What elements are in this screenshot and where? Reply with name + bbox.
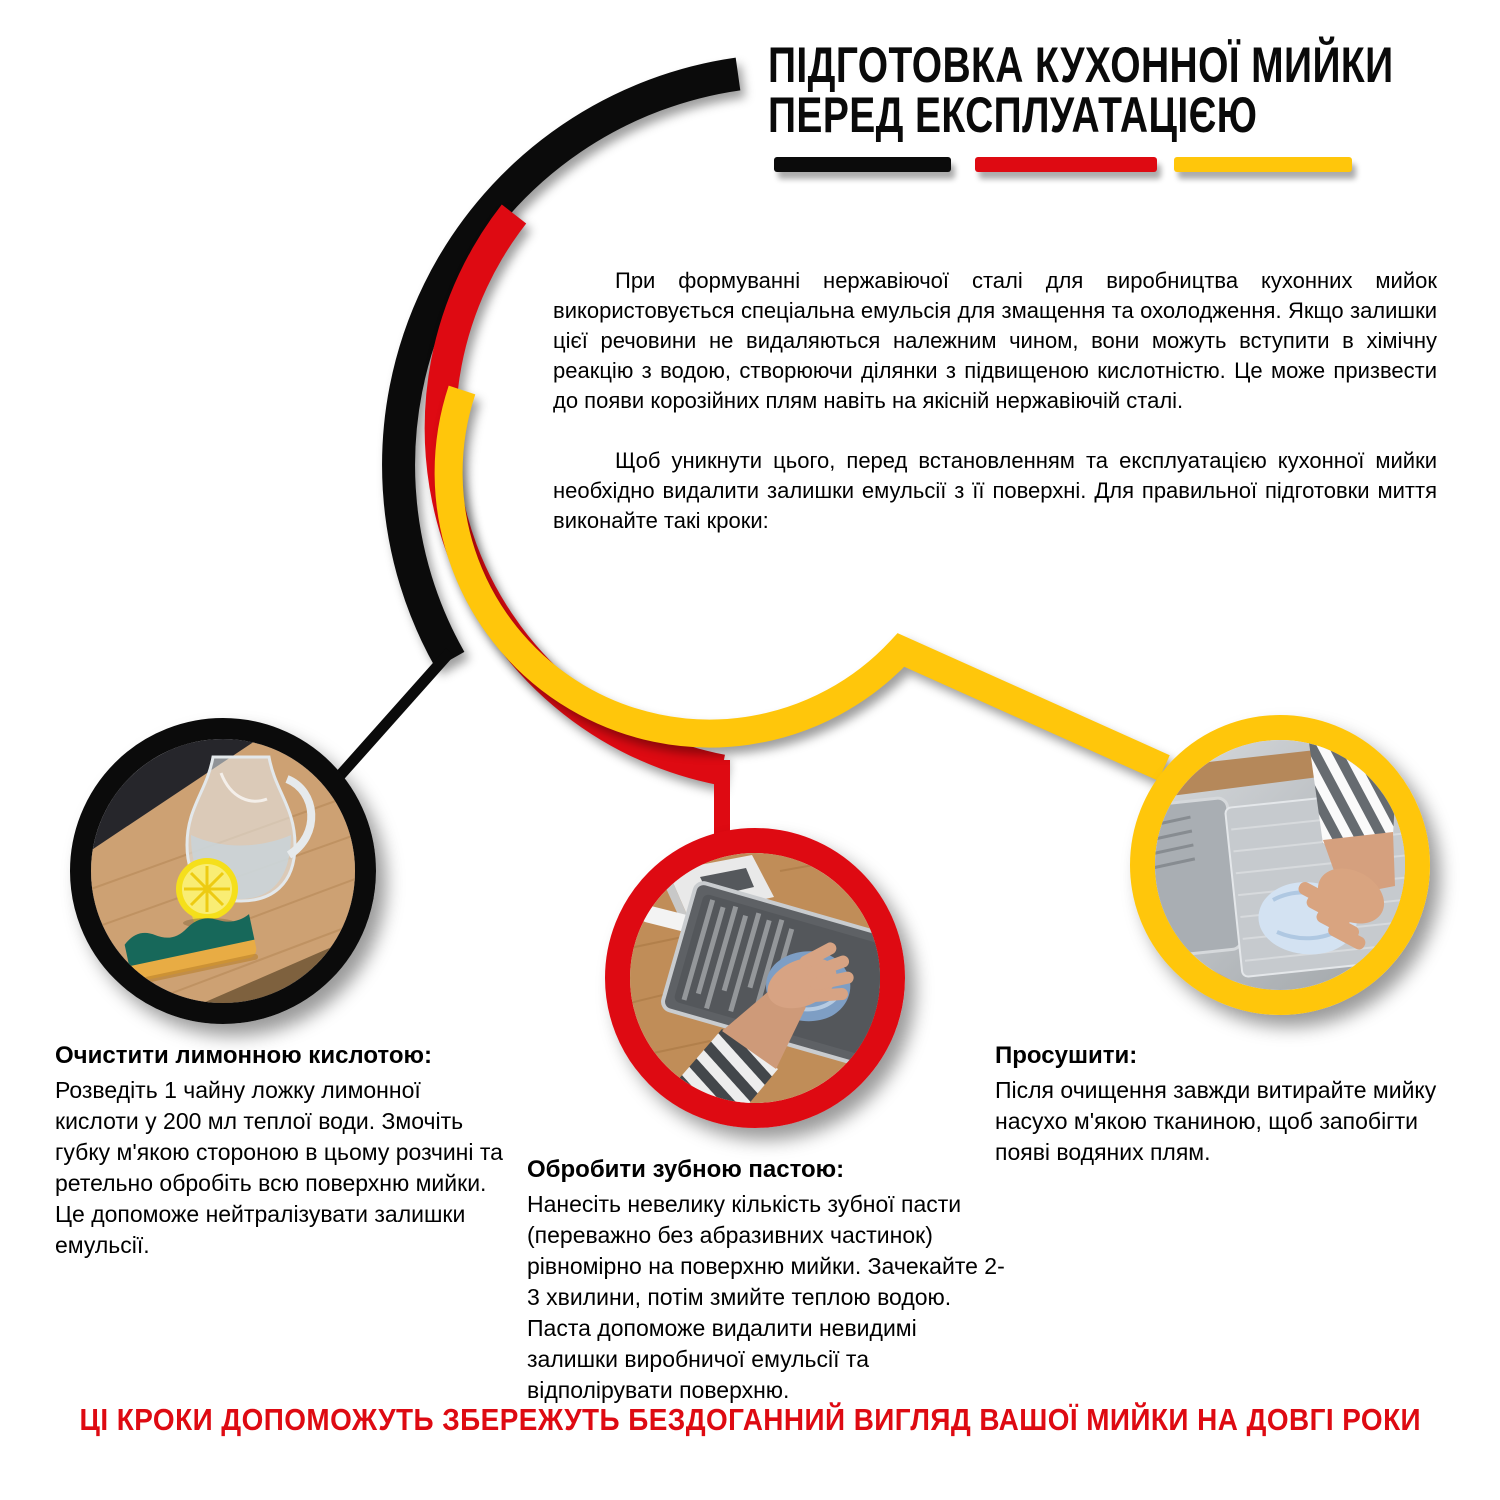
step3-body: Після очищення завжди витирайте мийку насухо м'якою тканиною, щоб запобігти появі водяних плям. xyxy=(995,1077,1437,1165)
intro-paragraph-2: Щоб уникнути цього, перед встановленням та експлуатацією кухонної мийки необхідно видалити залишки емульсії з її поверхні. Для правильної підготовки миття виконайте такі кроки: xyxy=(553,448,1437,533)
page-title-line1: ПІДГОТОВКА КУХОННОЇ МИЙКИ xyxy=(768,37,1394,93)
step1-heading: Очистити лимонною кислотою: xyxy=(55,1042,432,1069)
footer-text: ЦІ КРОКИ ДОПОМОЖУТЬ ЗБЕРЕЖУТЬ БЕЗДОГАННИЙ ВИГЛЯД ВАШОЇ МИЙКИ НА ДОВГІ РОКИ xyxy=(79,1402,1421,1437)
footer-banner xyxy=(0,1402,1500,1438)
step3-photo-circle xyxy=(1130,715,1430,1015)
step1-body: Розведіть 1 чайну ложку лимонної кислоти у 200 мл теплої води. Змочіть губку м'якою стороною в цьому розчині та ретельно обробіть всю поверхню мийки. Це допоможе нейтралізувати залишки емульсії. xyxy=(55,1077,503,1258)
step3-heading: Просушити: xyxy=(995,1042,1138,1069)
step2-text xyxy=(527,1154,1005,1406)
black-connector-line xyxy=(336,652,450,780)
step3-text xyxy=(995,1040,1457,1168)
step2-photo-circle xyxy=(605,828,905,1128)
page-title-line2: ПЕРЕД ЕКСПЛУАТАЦІЄЮ xyxy=(768,87,1258,143)
step1-text xyxy=(55,1040,505,1261)
step2-body: Нанесіть невелику кількість зубної пасти (переважно без абразивних частинок) рівномірно на поверхню мийки. Зачекайте 2-3 хвилини, потім змийте теплою водою. Паста допоможе видалити невидимі залишки виробничої емульсії та відполірувати поверхню. xyxy=(527,1191,1005,1403)
drying-sink-photo xyxy=(1155,740,1405,990)
yellow-arc-with-connector xyxy=(449,390,1164,768)
step2-heading: Обробити зубною пастою: xyxy=(527,1156,845,1183)
lemon-water-sponge-photo xyxy=(91,739,355,1003)
intro-paragraph-1: При формуванні нержавіючої сталі для виробництва кухонних мийок використовується спеціальна емульсія для змащення та охолодження. Якщо залишки цієї речовини не видаляються належним чином, вони можуть вступити в хімічну реакцію з водою, створюючи ділянки з підвищеною кислотністю. Це може призвести до появи корозійних плям навіть на якісній нержавіючій сталі. xyxy=(553,268,1437,413)
step1-photo-circle xyxy=(70,718,376,1024)
toothpaste-polish-photo xyxy=(630,853,880,1103)
